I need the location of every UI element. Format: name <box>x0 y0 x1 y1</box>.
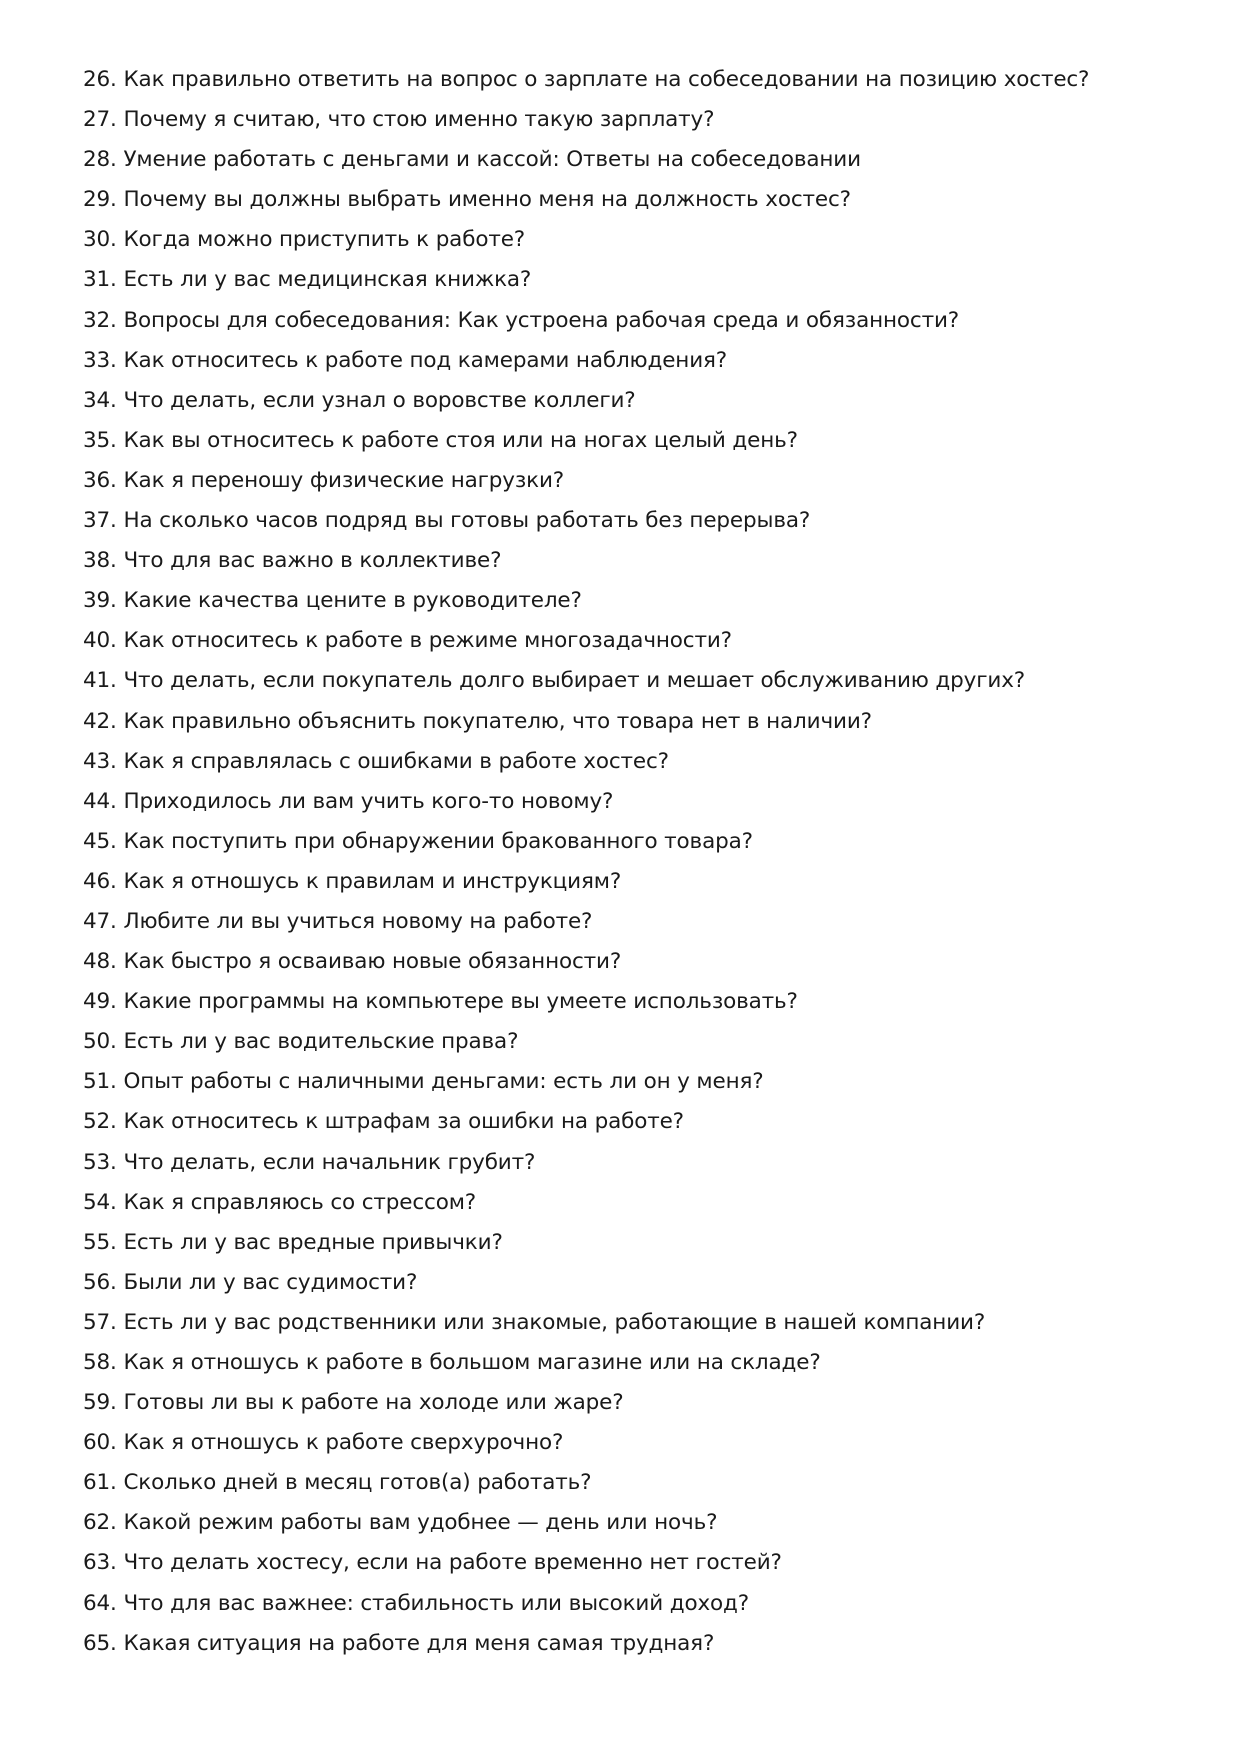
question-item <box>83 461 1183 501</box>
question-text: Как быстро я осваиваю новые обязанности? <box>123 949 622 975</box>
question-text: Что делать, если узнал о воровстве коллеги? <box>123 387 636 413</box>
question-text: Как вы относитесь к работе стоя или на ногах целый день? <box>123 427 798 453</box>
question-text: Какая ситуация на работе для меня самая трудная? <box>123 1630 715 1656</box>
question-number: 58. <box>83 1350 117 1375</box>
question-number: 60. <box>83 1430 117 1456</box>
question-text: Сколько дней в месяц готов(а) работать? <box>123 1470 592 1496</box>
question-item <box>83 1022 1183 1062</box>
question-item <box>83 381 1183 421</box>
question-text: Почему вы должны выбрать именно меня на должность хостес? <box>123 187 851 213</box>
question-number: 57. <box>83 1309 117 1335</box>
question-number: 54. <box>83 1189 117 1215</box>
question-text: Какой режим работы вам удобнее — день или ночь? <box>123 1510 718 1536</box>
question-number: 52. <box>83 1109 117 1135</box>
question-item <box>83 1423 1183 1463</box>
question-number: 28. <box>83 147 117 173</box>
question-item <box>83 220 1183 260</box>
question-item <box>83 1463 1183 1503</box>
question-number: 61. <box>83 1470 117 1496</box>
question-text: Как относитесь к работе в режиме многозадачности? <box>123 628 732 654</box>
question-number: 37. <box>83 508 117 534</box>
question-item <box>83 180 1183 220</box>
question-item <box>83 1543 1183 1583</box>
question-item <box>83 581 1183 621</box>
question-number: 47. <box>83 908 117 934</box>
question-text: Приходилось ли вам учить кого-то новому? <box>123 788 614 814</box>
question-text: Любите ли вы учиться новому на работе? <box>123 908 593 934</box>
question-text: Как правильно объяснить покупателю, что товара нет в наличии? <box>123 708 872 734</box>
question-item <box>83 902 1183 942</box>
question-text: Умение работать с деньгами и кассой: Ответы на собеседовании <box>123 147 861 173</box>
question-number: 39. <box>83 588 117 614</box>
question-text: Есть ли у вас вредные привычки? <box>123 1229 503 1255</box>
question-number: 56. <box>83 1269 117 1295</box>
question-text: Есть ли у вас медицинская книжка? <box>123 267 532 293</box>
question-item <box>83 100 1183 140</box>
question-number: 64. <box>83 1590 117 1616</box>
question-item <box>83 1183 1183 1223</box>
question-text: Опыт работы с наличными деньгами: есть ли он у меня? <box>123 1069 764 1095</box>
question-number: 45. <box>83 828 117 854</box>
question-list <box>83 60 1183 1664</box>
question-text: На сколько часов подряд вы готовы работать без перерыва? <box>123 508 811 534</box>
question-text: Что делать, если покупатель долго выбирает и мешает обслуживанию других? <box>123 668 1026 694</box>
question-number: 34. <box>83 387 117 413</box>
question-item <box>83 621 1183 661</box>
question-number: 55. <box>83 1229 117 1255</box>
question-item <box>83 1143 1183 1183</box>
question-item <box>83 822 1183 862</box>
question-item <box>83 1062 1183 1102</box>
question-item <box>83 1503 1183 1543</box>
question-item <box>83 341 1183 381</box>
question-number: 38. <box>83 548 117 574</box>
question-number: 31. <box>83 267 117 293</box>
question-text: Когда можно приступить к работе? <box>123 227 526 253</box>
question-item <box>83 942 1183 982</box>
question-text: Были ли у вас судимости? <box>123 1269 418 1295</box>
question-text: Что для вас важнее: стабильность или высокий доход? <box>123 1590 750 1616</box>
question-text: Есть ли у вас родственники или знакомые, работающие в нашей компании? <box>123 1309 986 1335</box>
question-number: 49. <box>83 989 117 1015</box>
question-item <box>83 301 1183 341</box>
question-item <box>83 421 1183 461</box>
question-number: 62. <box>83 1510 117 1536</box>
question-item <box>83 661 1183 701</box>
question-text: Какие качества цените в руководителе? <box>123 588 582 614</box>
question-number: 44. <box>83 788 117 814</box>
question-text: Как я переношу физические нагрузки? <box>123 467 565 493</box>
question-item <box>83 782 1183 822</box>
question-item <box>83 982 1183 1022</box>
question-item <box>83 862 1183 902</box>
question-number: 29. <box>83 187 117 213</box>
question-item <box>83 60 1183 100</box>
question-number: 30. <box>83 227 117 253</box>
question-number: 53. <box>83 1149 117 1175</box>
question-text: Как правильно ответить на вопрос о зарплате на собеседовании на позицию хостес? <box>123 67 1090 92</box>
question-number: 26. <box>83 67 117 92</box>
question-item <box>83 1102 1183 1142</box>
question-number: 32. <box>83 307 117 333</box>
question-item <box>83 1383 1183 1423</box>
question-number: 48. <box>83 949 117 975</box>
question-text: Вопросы для собеседования: Как устроена рабочая среда и обязанности? <box>123 307 960 333</box>
question-number: 27. <box>83 107 117 133</box>
question-text: Что делать хостесу, если на работе временно нет гостей? <box>123 1550 782 1576</box>
question-number: 33. <box>83 347 117 373</box>
question-text: Что делать, если начальник грубит? <box>123 1149 536 1175</box>
question-text: Как я отношусь к работе в большом магазине или на складе? <box>123 1350 821 1375</box>
question-number: 40. <box>83 628 117 654</box>
question-number: 35. <box>83 427 117 453</box>
question-item <box>83 1584 1183 1624</box>
question-number: 36. <box>83 467 117 493</box>
question-item <box>83 260 1183 300</box>
question-item <box>83 501 1183 541</box>
question-item <box>83 1263 1183 1303</box>
question-text: Как я отношусь к работе сверхурочно? <box>123 1430 564 1456</box>
question-number: 43. <box>83 748 117 774</box>
question-item <box>83 742 1183 782</box>
question-number: 63. <box>83 1550 117 1576</box>
question-number: 41. <box>83 668 117 694</box>
question-number: 42. <box>83 708 117 734</box>
question-item <box>83 1343 1183 1383</box>
question-number: 59. <box>83 1390 117 1416</box>
question-text: Что для вас важно в коллективе? <box>123 548 502 574</box>
question-item <box>83 1223 1183 1263</box>
question-number: 46. <box>83 868 117 894</box>
question-item <box>83 702 1183 742</box>
question-item <box>83 1624 1183 1664</box>
question-text: Готовы ли вы к работе на холоде или жаре? <box>123 1390 624 1416</box>
question-number: 50. <box>83 1029 117 1055</box>
question-text: Как относитесь к работе под камерами наблюдения? <box>123 347 728 373</box>
question-item <box>83 541 1183 581</box>
question-text: Как относитесь к штрафам за ошибки на работе? <box>123 1109 684 1135</box>
question-text: Какие программы на компьютере вы умеете использовать? <box>123 989 798 1015</box>
question-number: 65. <box>83 1630 117 1656</box>
question-number: 51. <box>83 1069 117 1095</box>
question-text: Как я справляюсь со стрессом? <box>123 1189 477 1215</box>
question-text: Как я справлялась с ошибками в работе хостес? <box>123 748 669 774</box>
question-text: Как поступить при обнаружении бракованного товара? <box>123 828 753 854</box>
question-item <box>83 1303 1183 1343</box>
question-item <box>83 140 1183 180</box>
question-text: Как я отношусь к правилам и инструкциям? <box>123 868 622 894</box>
question-text: Есть ли у вас водительские права? <box>123 1029 519 1055</box>
question-text: Почему я считаю, что стою именно такую зарплату? <box>123 107 715 133</box>
